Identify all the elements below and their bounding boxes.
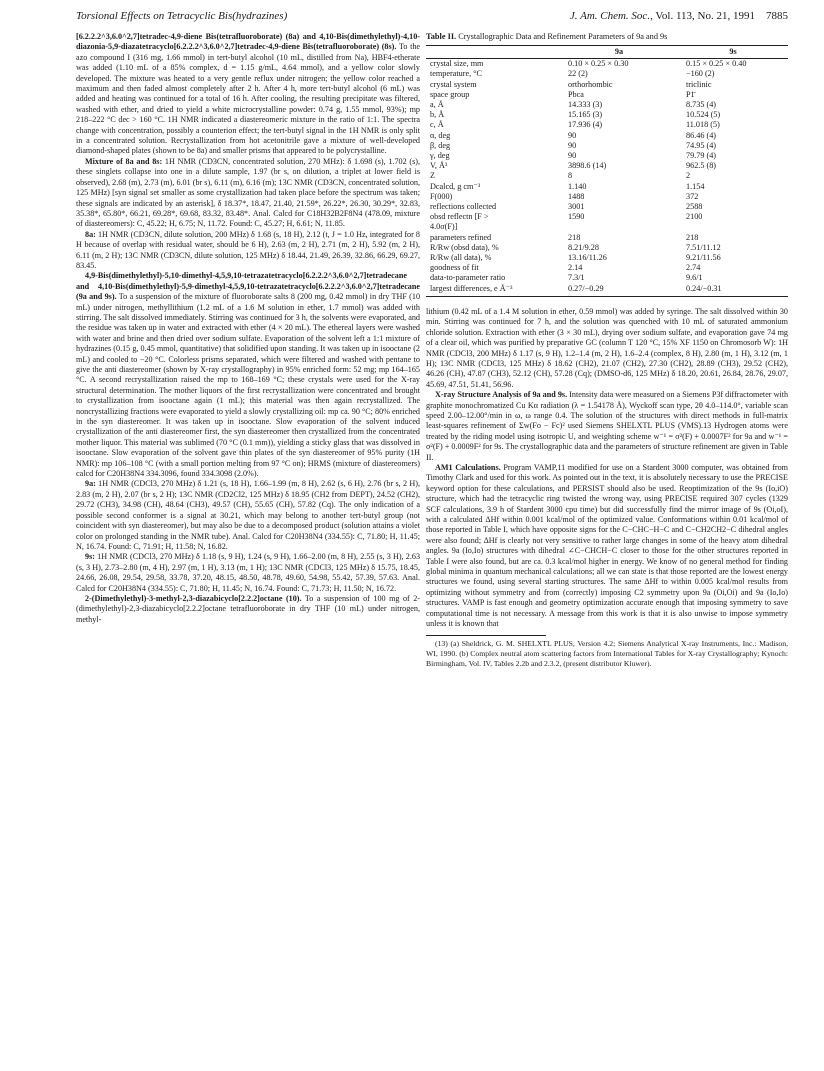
table-cell-9a: 17.936 (4) (568, 120, 603, 130)
table-cell-9s: 9.21/11.56 (686, 253, 721, 263)
paragraph-heading: Mixture of 8a and 8s: (85, 156, 163, 166)
paragraph-body: 1H NMR (CD3CN, concentrated solution, 270 MHz): δ 1.698 (s), 1.702 (s), these singlets collapse into one in a dilute sample, 1.97 (br s, on dilution, a triplet at lower field is observed), 2.68 (m), 2.73 (m), 6.01 (br s), 6.11 (m), 6.16 (m); 13C NMR (CD3CN, concentrated solution, 125 MHz) [syn signal set smaller as some crystallization had taken place before the spectrum was taken; these signals are indicated by an asterisk], δ 18.37*, 18.47, 21.40, 21.59*, 26.22*, 26.30, 30.29*, 32.83, 35.38*, 65.80*, 66.21, 69.28*, 69.68, 83.32, 83.48*. Anal. Calcd for C18H32B2F8N4 (478.09, mixture of diastereomers): C, 45.22; H, 6.75; N, 11.72. Found: C, 45.27; H, 6.61; N, 11.85. (76, 156, 420, 229)
paragraph-8a-8s (76, 32, 420, 157)
table-cell-9s: 372 (686, 191, 699, 201)
table-cell-parameter: reflections collected (430, 202, 497, 212)
table-row (426, 284, 788, 297)
table-row (426, 243, 788, 253)
table-cell-parameter: temperature, °C (430, 69, 482, 79)
table-cell-9a: 7.3/1 (568, 273, 585, 283)
paragraph-mixture (76, 157, 420, 230)
table-row (426, 171, 788, 181)
paragraph-heading: 9a: (85, 479, 96, 489)
table-cell-parameter: crystal system (430, 79, 477, 89)
table-cell-9s: 74.95 (4) (686, 140, 717, 150)
table-header-9s: 9s (678, 46, 788, 59)
table-label: Table II. (426, 32, 457, 41)
table-cell-9s: 2100 (686, 212, 703, 222)
paragraph-body: To the azo compound I (316 mg, 1.66 mmol) in tert-butyl alcohol (10 mL, distilled from Na), HBF4-etherate was added (1.10 mL of a 85% complex, d = 1.15 g/mL, 4.64 mmol), and a yellow color slowly developed. The mixture was heated to a very gentle reflux under nitrogen; the yellow color reached a maximum and then faded almost completely after 2 h. After 4 h, more tert-butyl alcohol (6 mL) was added and heating was continued for a total of 16 h. After cooling, the resulting precipitate was filtered, washed with ether, and dried to yield a white microcrystalline powder: 0.74 g, 1.55 mmol, 93%); mp 218–222 °C dec > 160 °C. 1H NMR indicated a diastereomeric mixture in the ratio of 1:1. The spectra change with concentration, possibly a counterion effect; the tert-butyl signal in the 1H NMR is only split in a concentrated solution. Recrystallization from hot acetonitrile gave a mixture of well-developed diamond-shaped plates (shown to be 8a) and smaller prisms that appeared to be polycrystalline. (76, 42, 420, 156)
paragraph-heading: [6.2.2.2^3,6.0^2,7]tetradec-4,9-diene Bis(tetrafluoroborate) (8a) and 4,10-Bis(dimethylethyl)-4,10-diazonia-5,9-diazatetracyclo[6.2.2.2^3,6.0^2,7]tetradec-4,9-diene Bis(tetrafluoroborate) (8s). (76, 32, 420, 52)
table-row (426, 100, 788, 110)
page-number: 7885 (766, 10, 788, 22)
table-row (426, 90, 788, 100)
table-row (426, 263, 788, 273)
table-cell-9s: −160 (2) (686, 69, 715, 79)
running-title: Torsional Effects on Tetracyclic Bis(hydrazines) (76, 10, 288, 22)
table-cell-9a: 3898.6 (14) (568, 161, 607, 171)
table-cell-parameter: β, deg (430, 140, 451, 150)
table-cell-9a: 90 (568, 140, 577, 150)
paragraph-heading: AM1 Calculations. (435, 462, 501, 472)
table-cell-9a: orthorhombic (568, 79, 613, 89)
paragraph-xray (426, 390, 788, 463)
table-cell-9a: 8 (568, 171, 573, 181)
table-row (426, 110, 788, 120)
table-row (426, 120, 788, 130)
table-cell-9a: 90 (568, 130, 577, 140)
table-cell-9s: 962.5 (8) (686, 161, 717, 171)
table-row (426, 233, 788, 243)
table-cell-parameter: obsd reflectn [F > (430, 212, 489, 222)
table-cell-parameter: b, Å (430, 110, 445, 120)
table-cell-9s: 0.15 × 0.25 × 0.40 (686, 59, 747, 69)
table-cell-9s: 11.018 (5) (686, 120, 720, 130)
table-cell-parameter: space group (430, 89, 470, 99)
table-cell-9a: 90 (568, 151, 577, 161)
table-cell-9a: 1488 (568, 191, 585, 201)
paragraph-10-continued (426, 307, 788, 390)
table-header-9a: 9a (560, 46, 678, 59)
table-cell-9s: 218 (686, 232, 699, 242)
table-cell-parameter: 4.0σ(F)] (430, 222, 458, 232)
table-row (426, 222, 788, 232)
paragraph-10 (76, 594, 420, 625)
table-cell-parameter: Z (430, 171, 436, 181)
paragraph-heading: 2-(Dimethylethyl)-3-methyl-2,3-diazabicyclo[2.2.2]octane (10). (85, 593, 302, 603)
paragraph-am1 (426, 463, 788, 630)
table-cell-9a: 0.27/−0.29 (560, 284, 678, 297)
right-column (426, 32, 788, 1062)
table-cell-9s: P1̄ (686, 89, 695, 99)
table-row (426, 182, 788, 192)
paragraph-heading: X-ray Structure Analysis of 9a and 9s. (435, 390, 568, 400)
crystallographic-table (426, 45, 788, 297)
left-column (76, 32, 420, 1062)
paragraph-body: To a suspension of the mixture of fluoroborate salts 8 (200 mg, 0.42 mmol) in dry THF (10 mL) under nitrogen, methyllithium (1.2 mL of a 1.6 M solution in ether, 1.7 mmol) was added with stirring. The salt dissolved immediately. Stirring was continued for 3 h, the solvents were evaporated, and the residue was taken up in water and extracted with ether (4 × 20 mL). The ethereal layers were washed with water and brine and then dried over sodium sulfate. Evaporation of the solvent left a 1:1 mixture of hydrazines (0.15 g, 0.45 mmol, quantitative) that solidified upon standing. It was taken up in isooctane (2 mL) and cooled to −20 °C. Colorless prisms separated, which were filtered and washed with pentane to give the anti diastereomer (shown by X-ray crystallography) in 95% enriched form: 52 mg; mp 164–165 °C. A second recrystallization raised the mp to 168–169 °C; these crystals were used for the X-ray structural determination. The mother liquors of the first recrystallization were concentrated and brought to crystallization from isooctane again (1 mL); this material was then again recrystallized. The noncrystallizing fractions were evaporated to yield a slowly crystallizing oil: mp ca. 90 °C; 80% enriched in the syn diastereomer. It was taken up in isooctane. Slow evaporation of the solvent induced crystallization of the anti diastereomer first, the syn diastereomer then crystallized from the concentrated mother liquor. This material was sublimed (70 °C (0.1 mm)), yielding a sticky glass that was dissolved in isooctane. Slow evaporation of the solvent gave thin plates of the syn diastereomer of 95% purity (1H NMR): mp 106–108 °C (with a small portion melting from 97 °C on); HRMS (mixture of diastereomers) calcd for C20H38N4 334.3096, found 334.3098 (2.0%). (76, 292, 420, 479)
table-caption-text: Crystallographic Data and Refinement Parameters of 9a and 9s (458, 32, 668, 41)
paragraph-9s (76, 552, 420, 594)
table-cell-9s: 2 (686, 171, 691, 181)
paragraph-body: To a suspension of 100 mg of 2-(dimethylethyl)-2,3-diazabicyclo[2.2.2]octane tetrafluoroborate in dry THF (10 mL) under nitrogen, methyl- (76, 593, 420, 624)
journal-name: J. Am. Chem. Soc. (569, 10, 651, 22)
table-cell-9s: 2.74 (686, 263, 701, 273)
table-header-empty (426, 46, 560, 59)
table-cell-9a: Pbca (568, 89, 584, 99)
table-row (426, 192, 788, 202)
table-cell-9a: 22 (2) (568, 69, 588, 79)
table-row (426, 80, 788, 90)
table-cell-parameter: α, deg (430, 130, 451, 140)
table-row (426, 69, 788, 79)
table-row (426, 253, 788, 263)
paragraph-body: 1H NMR (CDCl3, 270 MHz) δ 1.21 (s, 18 H), 1.66–1.99 (m, 8 H), 2.62 (s, 6 H), 2.76 (br s, 2 H), 2.83 (m, 2 H), 2.07 (br s, 2 H); 13C NMR (CD2Cl2, 125 MHz) δ 18.95 (CH2 from DEPT), 24.52 (CH2), 29.72 (CH3), 34.98 (CH), 48.64 (CH3), 49.57 (CH), 55.65 (CH), 57.82 (Cq). The only indication of a possible second conformer is a signal at 30.21, which may belong to another tert-butyl group (not coincident with syn diastereomer), but may also be due to a decomposed product (solution attains a violet color on prolonged standing in the NMR tube). Anal. Calcd for C20H38N4 (334.55): C, 71.80; H, 11.45; N, 16.74. Found: C, 71.91; H, 11.58; N, 16.82. (76, 479, 420, 551)
table-cell-9a: 8.21/9.28 (568, 242, 599, 252)
table-cell-parameter: Dcalcd, g cm⁻³ (430, 181, 481, 191)
table-cell-9a: 15.165 (3) (568, 110, 603, 120)
table-cell-9a: 13.16/11.26 (568, 253, 607, 263)
table-cell-parameter: V, Å³ (430, 161, 448, 171)
table-cell-9s: 9.6/1 (686, 273, 703, 283)
table-cell-9a: 1590 (568, 212, 585, 222)
table-cell-9s: 8.735 (4) (686, 100, 717, 110)
paragraph-heading: 9s: (85, 552, 95, 562)
table-cell-parameter: parameters refined (430, 232, 492, 242)
table-cell-parameter: F(000) (430, 191, 453, 201)
table-row (426, 202, 788, 212)
paragraph-body: Intensity data were measured on a Siemens P3f diffractometer with graphite monochromatized Cu Kα radiation (λ = 1.54178 Å), Wyckoff scan type, 2θ 4.0–114.0°, variable scan speed 2.00–12.00°/min in ω, ω range 0.4. The solution of the structures with direct methods in full-matrix least-squares refinement of Σw(Fo − Fc)² used Siemens SHELXTL PLUS (VMS).13 Hydrogen atoms were treated by the riding model using isotropic U, and weighting scheme w⁻¹ = σ²(F) + 0.0007F² for 9a and w⁻¹ = σ²(F) + 0.0009F² for 9s. The crystallographic data and the parameters of structure refinement are given in Table II. (426, 390, 788, 462)
table-cell-parameter: c, Å (430, 120, 444, 130)
table-caption (426, 32, 788, 42)
footnote-13: (13) (a) Sheldrick, G. M. SHELXTL PLUS, Version 4.2; Siemens Analytical X-ray Instruments, Inc.: Madison, WI, 1990. (b) Complex neutral atom scattering factors from International Tables for X-ray Crystallography; Kynoch: Birmingham, Vol. IV, Tables 2.2b and 2.3.2, (present distributor Kluwer). (426, 639, 788, 668)
footnote-divider (426, 635, 546, 636)
table-cell-9a: 3001 (568, 202, 585, 212)
paragraph-body: 1H NMR (CDCl3, 270 MHz) δ 1.18 (s, 9 H), 1.24 (s, 9 H), 1.66–2.00 (m, 8 H), 2.55 (s, 3 H), 2.63 (s, 3 H), 2.73–2.80 (m, 4 H), 2.97 (m, 1 H), 3.13 (m, 1 H); 13C NMR (CDCl3, 125 MHz) δ 15.75, 18.45, 24.66, 26.08, 29.54, 29.58, 33.78, 37.20, 48.15, 48.50, 48.78, 49.60, 54.98, 55.42, 57.39, 57.63. Anal. Calcd for C20H38N4 (334.55): C, 71.80; H, 11.45; N, 16.74. Found: C, 71.73; H, 11.50; N, 16.72. (76, 552, 420, 593)
table-cell-parameter: crystal size, mm (430, 59, 484, 69)
table-cell-9a: 2.14 (568, 263, 583, 273)
table-cell-9a (560, 222, 678, 232)
running-header (76, 10, 788, 26)
table-row (426, 212, 788, 222)
table-row (426, 59, 788, 70)
table-cell-parameter: γ, deg (430, 151, 450, 161)
table-row (426, 161, 788, 171)
table-cell-9s: 0.24/−0.31 (678, 284, 788, 297)
volume-issue-year: , Vol. 113, No. 21, 1991 (650, 10, 755, 22)
table-cell-9s: 7.51/11.12 (686, 242, 721, 252)
table-cell-parameter: a, Å (430, 100, 444, 110)
paragraph-body: Program VAMP,11 modified for use on a Stardent 3000 computer, was obtained from Timothy Clark and used for this work. As pointed out in the text, it is absolutely necessary to use the PRECISE keyword option for these calculations, and PERSIST should also be used. Reoptimization of the 9s (Io,iO) structure, which had the tetracyclic ring twisted the wrong way, using PRECISE required 307 cycles (1329 SCF calculations, 3.9 h of Stardent 3000 cpu time) but did successfully find the mirror image of 9s (Oi,oI), with a calculated ΔHf within 0.001 kcal/mol of the optimized value. Conformations within 0.01 kcal/mol of those reported in Table I, which have opposite signs for the C−CHC−H−C and C−CH2CH2−C dihedral angles were also found; ΔHf is clearly not very sensitive to rather large changes in some of the heavy atom dihedral angles. 9a (Io,Io) structures with dihedral ∠C−CHCH−C closer to those for the other structures reported in Table I were also found, but are ca. 0.3 kcal/mol higher in energy. We know of no general method for finding global minima in quantum mechanical calculations; all we can state is that those reported are the lowest energy structures we found, using several starting structures. The same ΔHf to within 0.005 kcal/mol results from optimizing without symmetry and from (correctly) imposing C2 symmetry upon 9a (Oi,Oi) and 9a (Io,Io) structures. VAMP is fast enough and geometry optimization accurate enough that imposing symmetry to save computational time is not necessary. A message from this work is that it is also unwise to impose symmetry unless it is known that (426, 462, 788, 629)
table-cell-parameter: R/Rw (all data), % (430, 253, 492, 263)
table-cell-9s: 79.79 (4) (686, 151, 717, 161)
table-row (426, 141, 788, 151)
table-cell-9s: 2588 (686, 202, 703, 212)
table-cell-9s: 1.154 (686, 181, 705, 191)
paragraph-9a (76, 479, 420, 552)
table-cell-9a: 0.10 × 0.25 × 0.30 (568, 59, 629, 69)
table-cell-parameter: largest differences, e Å⁻³ (426, 284, 560, 297)
journal-citation (570, 10, 788, 22)
table-cell-parameter: R/Rw (obsd data), % (430, 242, 499, 252)
table-cell-9a: 218 (568, 232, 581, 242)
table-cell-9s (678, 222, 788, 232)
table-cell-9s: 10.524 (5) (686, 110, 721, 120)
paragraph-8a (76, 230, 420, 272)
table-row (426, 131, 788, 141)
table-cell-9a: 14.333 (3) (568, 100, 603, 110)
table-cell-parameter: goodness of fit (430, 263, 479, 273)
table-row (426, 151, 788, 161)
paragraph-heading: 8a: (85, 229, 96, 239)
paragraph-body: lithium (0.42 mL of a 1.4 M solution in ether, 0.59 mmol) was added by syringe. The salt dissolved within 30 min. Stirring was continued for 7 h, and the solution was quenched with 10 mL of saturated ammonium chloride solution. Extraction with ether (3 × 30 mL), drying over sodium sulfate, and evaporation gave 74 mg of a clear oil, which was purified by preparative GC (column T 120 °C, 15% XF 1150 on Chromosorb W): 1H NMR (CDCl3, 200 MHz) δ 1.17 (s, 9 H), 1.2–1.4 (m, 2 H), 1.6–2.4 (complex, 8 H), 2.80 (m, 1 H), 3.12 (m, 1 H); 13C NMR (CDCl3, 125 MHz) δ 18.62 (CH2), 21.07 (CH2), 27.30 (CH2), 28.89 (CH3), 29.52 (CH2), 46.26 (CH), 47.87 (CH3), 52.12 (CH), 57.28 (Cq); (DMSO-d6, 125 MHz) δ 18.20, 20.61, 26.84, 28.76, 29.07, 45.69, 47.51, 51.41, 56.96. (426, 306, 788, 389)
table-cell-parameter: data-to-parameter ratio (430, 273, 506, 283)
paragraph-9a-9s-synthesis (76, 271, 420, 479)
paragraph-heading: 4,9-Bis(dimethylethyl)-5,10-dimethyl-4,5,9,10-tetrazatetracyclo[6.2.2.2^3,6.0^2,7]tetradecane and 4,10-Bis(dimethylethyl)-5,9-dimethyl-4,5,9,10-tetrazatetracyclo[6.2.2.2^3,6.0^2,7]tetradecane (9a and 9s). (76, 271, 420, 302)
table-cell-9s: triclinic (686, 79, 712, 89)
table-header-row (426, 46, 788, 59)
paragraph-body: 1H NMR (CD3CN, dilute solution, 200 MHz) δ 1.68 (s, 18 H), 2.12 (t, J = 1.0 Hz, integrated for 8 H because of overlap with residual water, should be 6 H), 2.63 (m, 2 H), 2.71 (m, 2 H), 5.92 (m, 2 H), 6.11 (m, 2 H); 13C NMR (CD3CN, dilute solution, 125 MHz) δ 18.44, 21.49, 26.39, 32.86, 66.29, 69.27, 83.45. (76, 229, 420, 270)
table-row (426, 273, 788, 283)
table-cell-9a: 1.140 (568, 181, 587, 191)
table-body (426, 59, 788, 297)
table-cell-9s: 86.46 (4) (686, 130, 717, 140)
